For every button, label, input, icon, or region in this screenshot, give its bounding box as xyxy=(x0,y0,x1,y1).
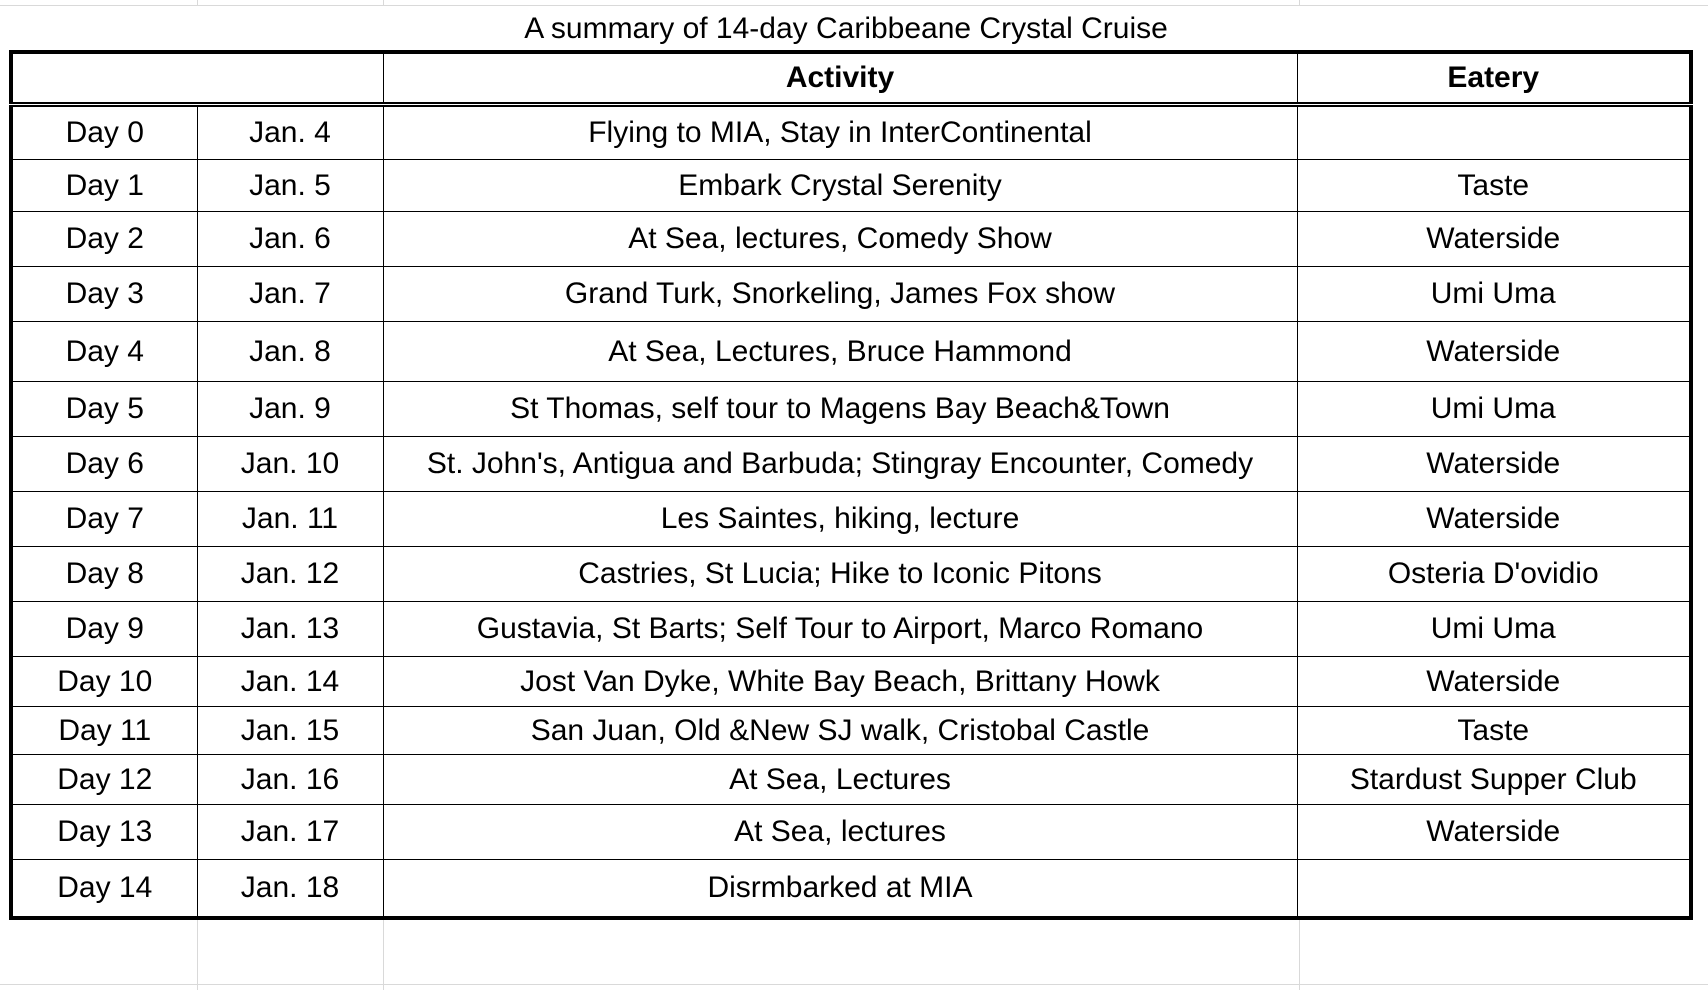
eatery-cell[interactable]: Umi Uma xyxy=(1297,382,1691,437)
date-cell[interactable]: Jan. 5 xyxy=(197,160,383,212)
itinerary-table xyxy=(9,50,1693,920)
eatery-cell[interactable]: Waterside xyxy=(1297,657,1691,707)
activity-cell[interactable]: At Sea, lectures xyxy=(383,805,1297,860)
date-cell[interactable]: Jan. 7 xyxy=(197,267,383,322)
day-cell[interactable]: Day 8 xyxy=(11,547,197,602)
activity-cell[interactable]: At Sea, Lectures xyxy=(383,755,1297,805)
day-cell[interactable]: Day 1 xyxy=(11,160,197,212)
activity-cell[interactable]: St. John's, Antigua and Barbuda; Stingray Encounter, Comedy xyxy=(383,437,1297,492)
eatery-cell[interactable]: Umi Uma xyxy=(1297,602,1691,657)
eatery-cell[interactable]: Taste xyxy=(1297,160,1691,212)
day-cell[interactable]: Day 11 xyxy=(11,707,197,755)
day-cell[interactable]: Day 10 xyxy=(11,657,197,707)
activity-cell[interactable]: Les Saintes, hiking, lecture xyxy=(383,492,1297,547)
sheet-title: A summary of 14-day Caribbeane Crystal Cruise xyxy=(0,6,1692,52)
header-eatery[interactable]: Eatery xyxy=(1297,52,1691,105)
table-row xyxy=(11,212,1691,267)
eatery-cell[interactable]: Umi Uma xyxy=(1297,267,1691,322)
table-row xyxy=(11,860,1691,918)
table-row xyxy=(11,707,1691,755)
eatery-cell[interactable]: Waterside xyxy=(1297,212,1691,267)
date-cell[interactable]: Jan. 11 xyxy=(197,492,383,547)
eatery-cell[interactable]: Osteria D'ovidio xyxy=(1297,547,1691,602)
activity-cell[interactable]: At Sea, lectures, Comedy Show xyxy=(383,212,1297,267)
activity-cell[interactable]: Gustavia, St Barts; Self Tour to Airport, Marco Romano xyxy=(383,602,1297,657)
day-cell[interactable]: Day 4 xyxy=(11,322,197,382)
eatery-cell[interactable]: Waterside xyxy=(1297,322,1691,382)
eatery-cell[interactable]: Waterside xyxy=(1297,805,1691,860)
date-cell[interactable]: Jan. 16 xyxy=(197,755,383,805)
day-cell[interactable]: Day 13 xyxy=(11,805,197,860)
day-cell[interactable]: Day 0 xyxy=(11,105,197,160)
eatery-cell[interactable] xyxy=(1297,105,1691,160)
activity-cell[interactable]: At Sea, Lectures, Bruce Hammond xyxy=(383,322,1297,382)
table-row xyxy=(11,267,1691,322)
date-cell[interactable]: Jan. 9 xyxy=(197,382,383,437)
activity-cell[interactable]: Jost Van Dyke, White Bay Beach, Brittany Howk xyxy=(383,657,1297,707)
table-row xyxy=(11,602,1691,657)
activity-cell[interactable]: Embark Crystal Serenity xyxy=(383,160,1297,212)
header-blank-cell[interactable] xyxy=(11,52,383,105)
date-cell[interactable]: Jan. 4 xyxy=(197,105,383,160)
eatery-cell[interactable]: Waterside xyxy=(1297,492,1691,547)
eatery-cell[interactable]: Taste xyxy=(1297,707,1691,755)
eatery-cell[interactable] xyxy=(1297,860,1691,918)
day-cell[interactable]: Day 5 xyxy=(11,382,197,437)
grid-line xyxy=(0,984,1708,985)
table-row xyxy=(11,105,1691,160)
table-row xyxy=(11,382,1691,437)
eatery-cell[interactable]: Stardust Supper Club xyxy=(1297,755,1691,805)
date-cell[interactable]: Jan. 17 xyxy=(197,805,383,860)
date-cell[interactable]: Jan. 18 xyxy=(197,860,383,918)
day-cell[interactable]: Day 2 xyxy=(11,212,197,267)
table-row xyxy=(11,437,1691,492)
date-cell[interactable]: Jan. 10 xyxy=(197,437,383,492)
date-cell[interactable]: Jan. 14 xyxy=(197,657,383,707)
day-cell[interactable]: Day 9 xyxy=(11,602,197,657)
date-cell[interactable]: Jan. 15 xyxy=(197,707,383,755)
activity-cell[interactable]: Castries, St Lucia; Hike to Iconic Pitons xyxy=(383,547,1297,602)
date-cell[interactable]: Jan. 13 xyxy=(197,602,383,657)
eatery-cell[interactable]: Waterside xyxy=(1297,437,1691,492)
day-cell[interactable]: Day 14 xyxy=(11,860,197,918)
header-row xyxy=(11,52,1691,105)
activity-cell[interactable]: Disrmbarked at MIA xyxy=(383,860,1297,918)
table-row xyxy=(11,547,1691,602)
date-cell[interactable]: Jan. 6 xyxy=(197,212,383,267)
table-row xyxy=(11,657,1691,707)
date-cell[interactable]: Jan. 12 xyxy=(197,547,383,602)
day-cell[interactable]: Day 12 xyxy=(11,755,197,805)
activity-cell[interactable]: Grand Turk, Snorkeling, James Fox show xyxy=(383,267,1297,322)
table-row xyxy=(11,160,1691,212)
table-row xyxy=(11,755,1691,805)
day-cell[interactable]: Day 6 xyxy=(11,437,197,492)
table-row xyxy=(11,322,1691,382)
day-cell[interactable]: Day 7 xyxy=(11,492,197,547)
day-cell[interactable]: Day 3 xyxy=(11,267,197,322)
table-row xyxy=(11,492,1691,547)
activity-cell[interactable]: Flying to MIA, Stay in InterContinental xyxy=(383,105,1297,160)
activity-cell[interactable]: San Juan, Old &New SJ walk, Cristobal Castle xyxy=(383,707,1297,755)
activity-cell[interactable]: St Thomas, self tour to Magens Bay Beach&Town xyxy=(383,382,1297,437)
date-cell[interactable]: Jan. 8 xyxy=(197,322,383,382)
table-body xyxy=(11,105,1691,918)
header-activity[interactable]: Activity xyxy=(383,52,1297,105)
table-row xyxy=(11,805,1691,860)
